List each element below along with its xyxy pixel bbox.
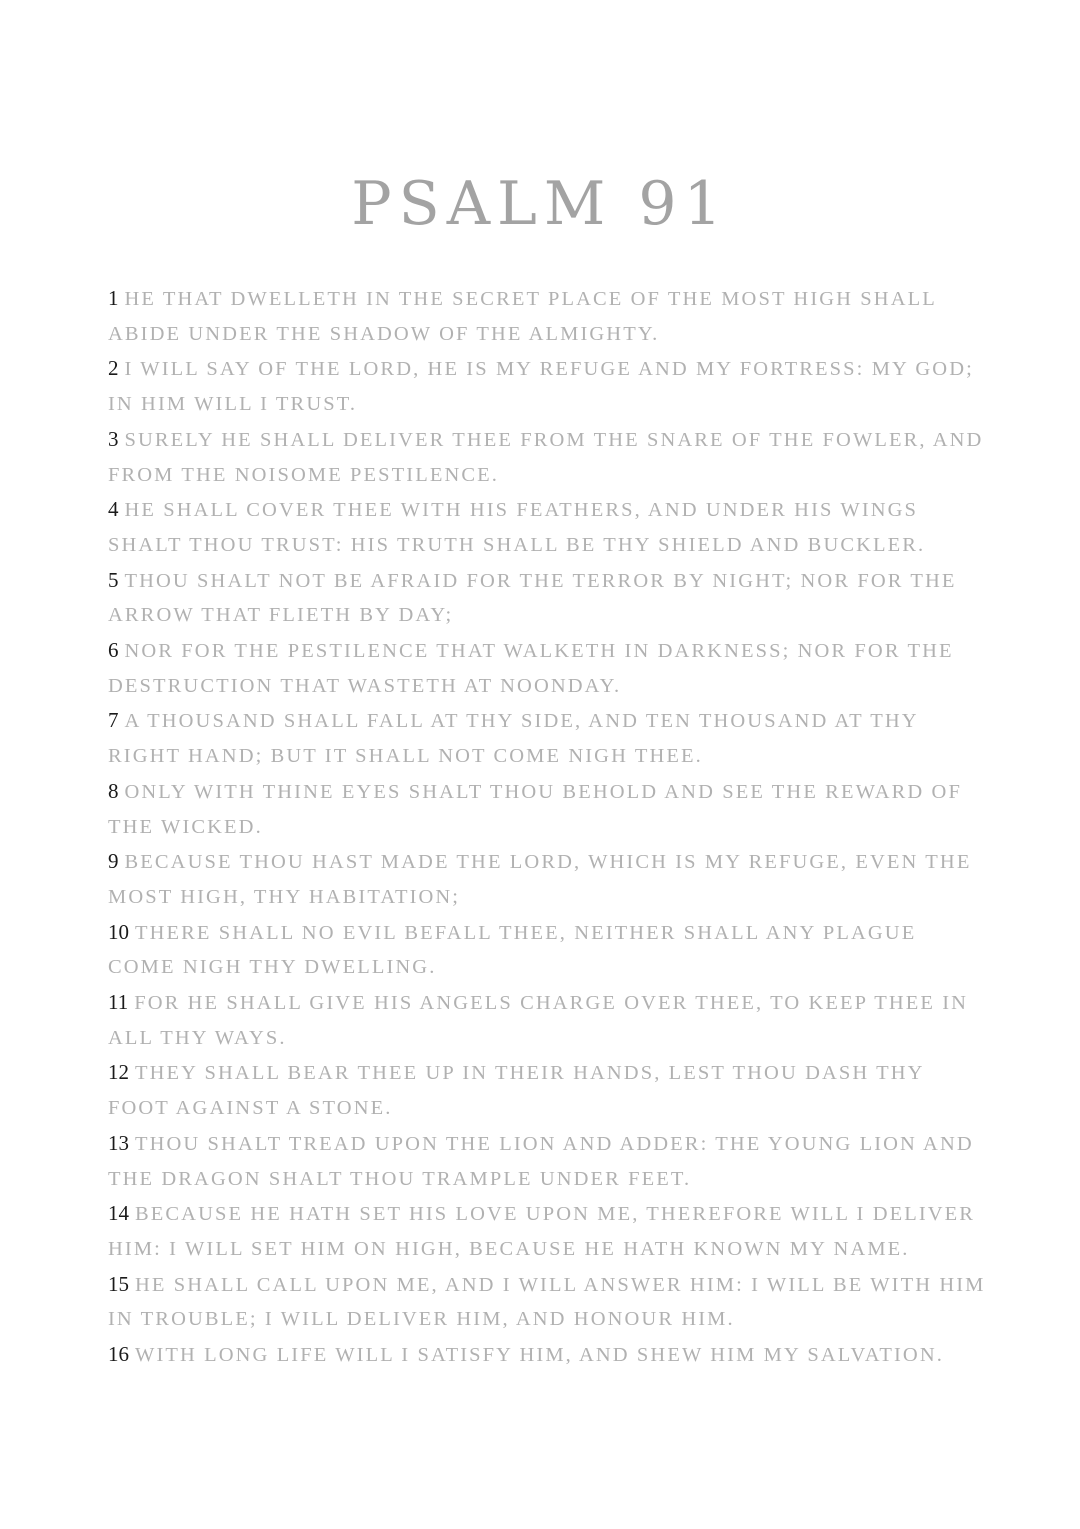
verse-15 [108, 1267, 988, 1337]
verse-number: 12 [108, 1060, 129, 1085]
verse-16 [108, 1337, 988, 1373]
verse-1 [108, 281, 988, 351]
verse-number: 7 [108, 708, 119, 733]
verse-11 [108, 985, 988, 1055]
verse-3 [108, 422, 988, 492]
verse-number: 3 [108, 426, 119, 451]
verse-text: FOR HE SHALL GIVE HIS ANGELS CHARGE OVER THEE, TO KEEP THEE IN ALL THY WAYS. [108, 992, 969, 1049]
verse-10 [108, 915, 988, 985]
verse-number: 4 [108, 497, 119, 522]
verse-text: ONLY WITH THINE EYES SHALT THOU BEHOLD AND SEE THE REWARD OF THE WICKED. [108, 780, 962, 838]
verse-7 [108, 703, 988, 773]
verse-number: 5 [108, 567, 119, 592]
verse-2 [108, 351, 988, 421]
verse-number: 15 [108, 1271, 129, 1296]
verse-number: 11 [108, 990, 129, 1015]
verse-6 [108, 633, 988, 703]
verse-text: THEY SHALL BEAR THEE UP IN THEIR HANDS, LEST THOU DASH THY FOOT AGAINST A STONE. [108, 1062, 924, 1120]
verse-number: 1 [108, 286, 119, 310]
verse-9 [108, 844, 988, 914]
verse-text: HE SHALL CALL UPON ME, AND I WILL ANSWER HIM: I WILL BE WITH HIM IN TROUBLE; I WILL DELIVER HIM, AND HONOUR HIM. [108, 1273, 986, 1331]
verse-text: HE SHALL COVER THEE WITH HIS FEATHERS, AND UNDER HIS WINGS SHALT THOU TRUST: HIS TRUTH SHALL BE THY SHIELD AND BUCKLER. [108, 499, 926, 556]
verse-number: 16 [108, 1342, 129, 1367]
verse-text: SURELY HE SHALL DELIVER THEE FROM THE SNARE OF THE FOWLER, AND FROM THE NOISOME PESTILENCE. [108, 428, 984, 486]
verse-4 [108, 492, 988, 562]
verse-13 [108, 1126, 988, 1196]
verse-number: 13 [108, 1130, 129, 1155]
verse-text: NOR FOR THE PESTILENCE THAT WALKETH IN DARKNESS; NOR FOR THE DESTRUCTION THAT WASTETH AT NOONDAY. [108, 640, 954, 697]
verse-text: I WILL SAY OF THE LORD, HE IS MY REFUGE AND MY FORTRESS: MY GOD; IN HIM WILL I TRUST. [108, 358, 974, 416]
verse-text: WITH LONG LIFE WILL I SATISFY HIM, AND SHEW HIM MY SALVATION. [135, 1344, 944, 1367]
verse-number: 8 [108, 778, 119, 803]
verse-number: 9 [108, 849, 119, 874]
verse-text: THOU SHALT TREAD UPON THE LION AND ADDER: THE YOUNG LION AND THE DRAGON SHALT THOU TRAMPLE UNDER FEET. [108, 1132, 974, 1190]
verse-text: BECAUSE HE HATH SET HIS LOVE UPON ME, THEREFORE WILL I DELIVER HIM: I WILL SET HIM ON HIGH, BECAUSE HE HATH KNOWN MY NAME. [108, 1203, 976, 1260]
verse-text: HE THAT DWELLETH IN THE SECRET PLACE OF THE MOST HIGH SHALL ABIDE UNDER THE SHADOW OF THE ALMIGHTY. [108, 288, 937, 345]
verse-number: 14 [108, 1201, 129, 1226]
verse-5 [108, 563, 988, 633]
verse-list [108, 281, 988, 1373]
verse-14 [108, 1196, 988, 1266]
page-title: PSALM 91 [351, 169, 729, 239]
verse-text: THERE SHALL NO EVIL BEFALL THEE, NEITHER SHALL ANY PLAGUE COME NIGH THY DWELLING. [108, 921, 917, 979]
verse-text: A THOUSAND SHALL FALL AT THY SIDE, AND TEN THOUSAND AT THY RIGHT HAND; BUT IT SHALL NOT COME NIGH THEE. [108, 710, 918, 768]
verse-8 [108, 774, 988, 844]
verse-number: 10 [108, 919, 129, 944]
verse-number: 2 [108, 356, 119, 381]
verse-text: BECAUSE THOU HAST MADE THE LORD, WHICH IS MY REFUGE, EVEN THE MOST HIGH, THY HABITATION; [108, 851, 972, 908]
verse-12 [108, 1055, 988, 1125]
verse-number: 6 [108, 638, 119, 663]
verse-text: THOU SHALT NOT BE AFRAID FOR THE TERROR BY NIGHT; NOR FOR THE ARROW THAT FLIETH BY DAY; [108, 569, 957, 627]
